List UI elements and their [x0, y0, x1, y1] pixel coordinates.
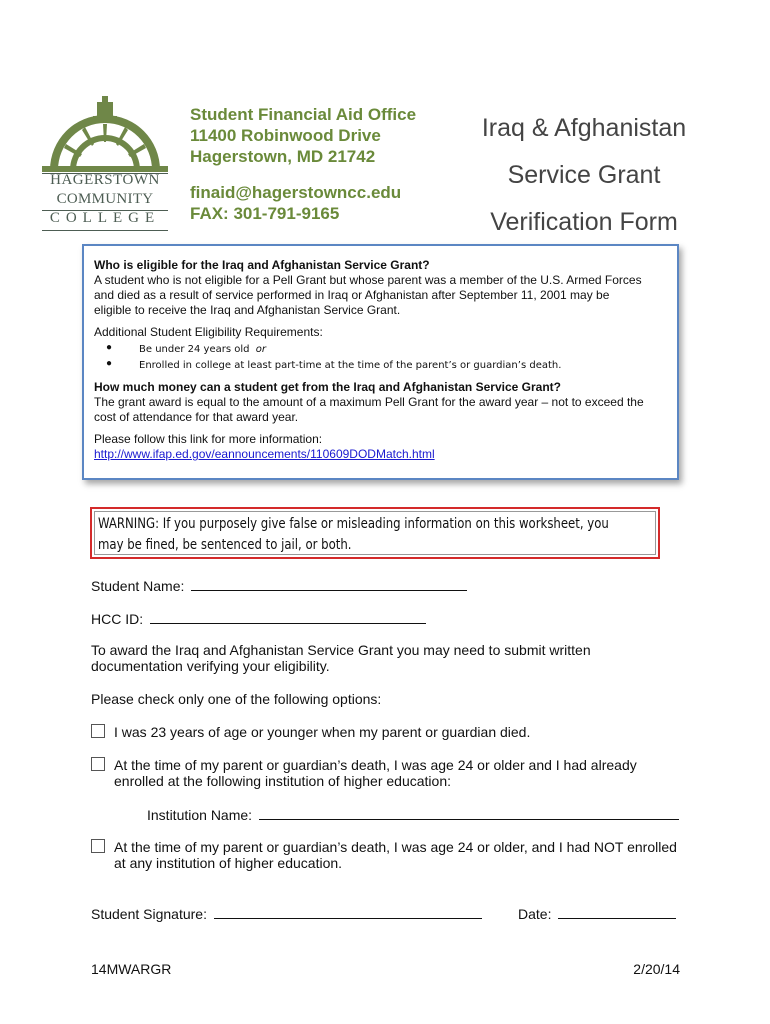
- date-field[interactable]: [558, 905, 676, 919]
- additional-requirements-heading: Additional Student Eligibility Requirements:: [94, 325, 323, 339]
- date-row: [518, 905, 676, 922]
- requirement-item-age: [139, 342, 669, 357]
- eligibility-question: Who is eligible for the Iraq and Afghanistan Service Grant?: [94, 258, 430, 272]
- warning-line-2: may be fined, be sentenced to jail, or both.: [98, 537, 352, 553]
- logo-rule-bottom: [42, 230, 168, 231]
- form-code: 14MWARGR: [91, 961, 172, 977]
- college-logo: [42, 96, 168, 234]
- form-date: 2/20/14: [633, 961, 680, 977]
- institution-row: [147, 806, 679, 823]
- institution-name-label: Institution Name:: [147, 807, 253, 823]
- intro-line-1: To award the Iraq and Afghanistan Service Grant you may need to submit written: [91, 642, 591, 658]
- requirement-item-enrolled: Enrolled in college at least part-time at the time of the parent’s or guardian’s death.: [139, 360, 562, 371]
- more-info-link[interactable]: http://www.ifap.ed.gov/eannouncements/110609DODMatch.html: [94, 447, 435, 461]
- form-title-line-2: Service Grant: [507, 161, 661, 189]
- office-address-block: [190, 104, 416, 224]
- office-street: 11400 Robinwood Drive: [190, 126, 381, 145]
- amount-answer-line-1: The grant award is equal to the amount of a maximum Pell Grant for the award year – not to exceed the: [94, 395, 644, 409]
- eligibility-answer-line-1: A student who is not eligible for a Pell Grant but whose parent was a member of the U.S. Armed Forces: [94, 273, 642, 287]
- date-label: Date:: [518, 906, 552, 922]
- institution-name-field[interactable]: [259, 806, 679, 820]
- hcc-id-row: [91, 610, 426, 627]
- bullet-icon: ●: [106, 358, 113, 369]
- form-title-line-3: Verification Form: [490, 208, 678, 236]
- student-name-label: Student Name:: [91, 578, 185, 594]
- signature-row: [91, 905, 482, 922]
- option-3-label-line-1: At the time of my parent or guardian’s death, I was age 24 or older, and I had NOT enrolled: [114, 839, 677, 855]
- logo-line-1: HAGERSTOWN: [50, 172, 160, 188]
- signature-field[interactable]: [214, 905, 482, 919]
- warning-text: [98, 514, 615, 556]
- intro-line-2: documentation verifying your eligibility.: [91, 658, 330, 674]
- form-title-line-1: Iraq & Afghanistan: [481, 114, 687, 142]
- requirement-or-text: or: [255, 344, 266, 355]
- eligibility-info-box: [82, 244, 679, 480]
- check-instruction: Please check only one of the following options:: [91, 691, 382, 707]
- office-city: Hagerstown, MD 21742: [190, 147, 376, 166]
- option-2-checkbox[interactable]: [91, 757, 105, 771]
- more-info-text: Please follow this link for more information:: [94, 432, 323, 446]
- option-3-label-line-2: at any institution of higher education.: [114, 855, 343, 871]
- bullet-icon: ●: [106, 342, 113, 353]
- option-3-checkbox[interactable]: [91, 839, 105, 853]
- office-email[interactable]: finaid@hagerstowncc.edu: [190, 183, 402, 202]
- student-name-field[interactable]: [191, 577, 467, 591]
- eligibility-answer-line-3: eligible to receive the Iraq and Afghanistan Service Grant.: [94, 303, 401, 317]
- logo-line-2: COMMUNITY: [56, 191, 154, 207]
- requirement-age-text: Be under 24 years old: [139, 344, 250, 355]
- option-1-checkbox[interactable]: [91, 724, 105, 738]
- signature-label: Student Signature:: [91, 906, 207, 922]
- college-seal-icon: [42, 96, 168, 172]
- hcc-id-label: HCC ID:: [91, 611, 144, 627]
- office-name: Student Financial Aid Office: [190, 105, 417, 124]
- option-2-label-line-1: At the time of my parent or guardian’s death, I was age 24 or older and I had already: [114, 757, 637, 773]
- hcc-id-field[interactable]: [150, 610, 426, 624]
- option-2-label-line-2: enrolled at the following institution of higher education:: [114, 773, 451, 789]
- logo-line-3: COLLEGE: [49, 210, 161, 226]
- amount-question: How much money can a student get from the Iraq and Afghanistan Service Grant?: [94, 380, 561, 394]
- option-1-label: I was 23 years of age or younger when my parent or guardian died.: [114, 724, 531, 740]
- warning-line-1: WARNING: If you purposely give false or misleading information on this worksheet, you: [98, 516, 609, 532]
- eligibility-answer-line-2: and died as a result of service performed in Iraq or Afghanistan after September 11, 2001 may be: [94, 288, 610, 302]
- warning-box: [90, 507, 660, 559]
- amount-answer-line-2: cost of attendance for that award year.: [94, 410, 299, 424]
- student-name-row: [91, 577, 467, 594]
- office-fax: FAX: 301-791-9165: [190, 204, 340, 223]
